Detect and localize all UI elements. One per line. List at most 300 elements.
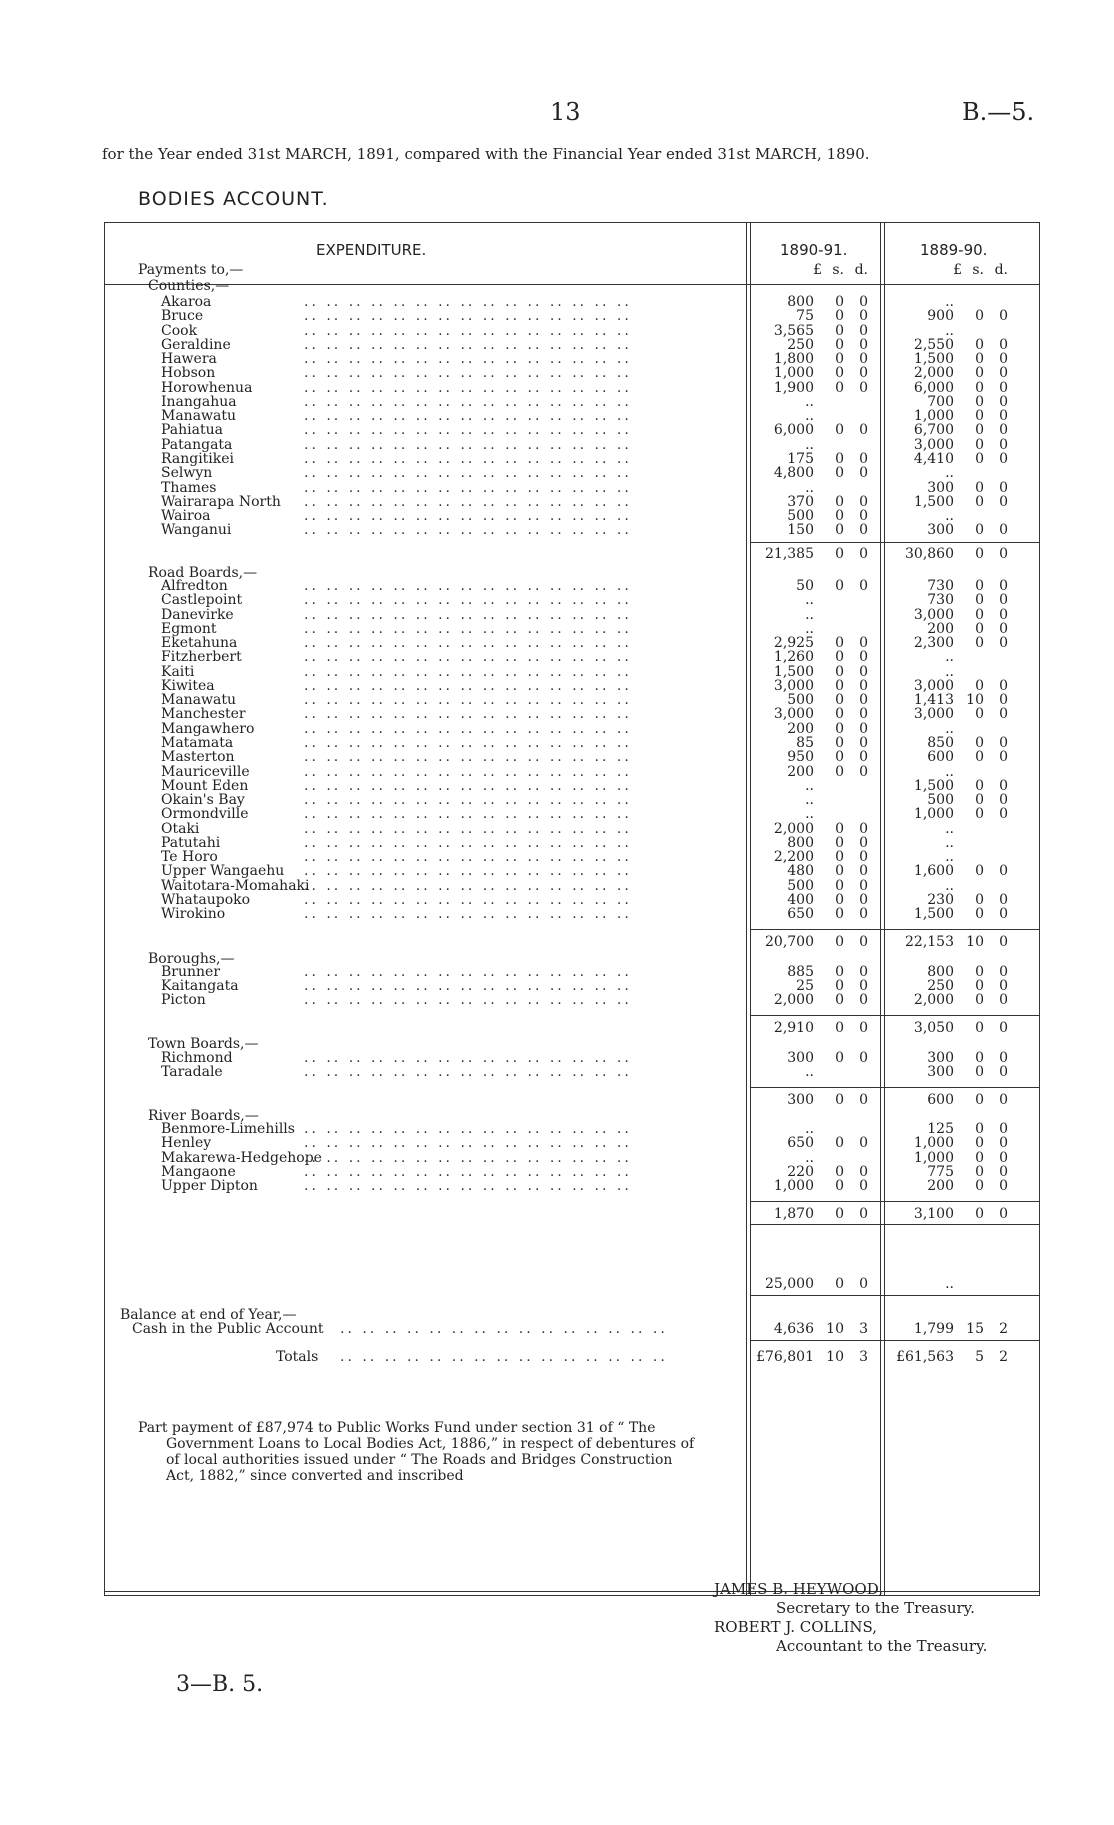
shillings-value: 10 — [826, 1349, 844, 1365]
pounds-value: .. — [805, 806, 814, 822]
previous-year-amount — [894, 592, 1014, 608]
pence-value: 0 — [999, 337, 1008, 353]
subtotal-rule — [750, 1087, 1040, 1088]
pounds-value: 200 — [927, 621, 954, 637]
leader-dots: .. .. .. .. .. .. .. .. .. .. .. .. .. .. .. — [304, 764, 632, 780]
public-works-line: Act, 1882,” since converted and inscribed — [166, 1468, 464, 1484]
section-title: BODIES ACCOUNT. — [138, 188, 329, 210]
shillings-value: 5 — [975, 1349, 984, 1365]
table-row — [104, 522, 1040, 538]
body-name: Henley — [161, 1135, 212, 1151]
pounds-value: 3,000 — [913, 678, 954, 694]
shillings-value: 0 — [975, 337, 984, 353]
pounds-value: .. — [945, 1276, 954, 1292]
pounds-value: 3,000 — [913, 437, 954, 453]
pounds-value: .. — [805, 408, 814, 424]
shillings-value: 0 — [975, 1150, 984, 1166]
current-year-amount — [754, 806, 874, 822]
shillings-value: 0 — [835, 735, 844, 751]
shillings-value: 0 — [835, 764, 844, 780]
shillings-value: 0 — [975, 992, 984, 1008]
body-name: Egmont — [161, 621, 217, 637]
previous-year-amount — [894, 1276, 1014, 1292]
pounds-value: .. — [805, 437, 814, 453]
leader-dots: .. .. .. .. .. .. .. .. .. .. .. .. .. .. .. — [304, 1164, 632, 1180]
shillings-value: 0 — [975, 422, 984, 438]
previous-year-amount — [894, 365, 1014, 381]
shillings-value: 0 — [975, 792, 984, 808]
pence-value: 0 — [999, 934, 1008, 950]
pounds-value: 2,000 — [773, 992, 814, 1008]
previous-year-amount — [894, 422, 1014, 438]
pence-value: 0 — [999, 451, 1008, 467]
pence-value: 0 — [999, 978, 1008, 994]
pence-value: 0 — [999, 494, 1008, 510]
leader-dots: .. .. .. .. .. .. .. .. .. .. .. .. .. .. .. — [304, 906, 632, 922]
shillings-value: 0 — [835, 294, 844, 310]
pounds-value: 30,860 — [905, 546, 954, 562]
shillings-value: 0 — [975, 978, 984, 994]
pence-value: 0 — [999, 621, 1008, 637]
shillings-value: 10 — [966, 934, 984, 950]
pence-value: 0 — [999, 1150, 1008, 1166]
body-name: Fitzherbert — [161, 649, 242, 665]
leader-dots: .. .. .. .. .. .. .. .. .. .. .. .. .. .. .. — [304, 451, 632, 467]
current-year-amount — [754, 863, 874, 879]
shillings-value: 0 — [835, 849, 844, 865]
shillings-value: 0 — [835, 635, 844, 651]
pounds-value: 125 — [927, 1121, 954, 1137]
current-year-header: 1890-91. — [780, 241, 848, 259]
shillings-value: 0 — [835, 494, 844, 510]
body-name: Manawatu — [161, 408, 237, 424]
leader-dots: .. .. .. .. .. .. .. .. .. .. .. .. .. .. .. — [304, 351, 632, 367]
pence-value: 0 — [859, 863, 868, 879]
pence-value: 0 — [859, 692, 868, 708]
shillings-value: 0 — [975, 351, 984, 367]
current-year-amount — [754, 1092, 874, 1108]
previous-year-amount — [894, 649, 1014, 665]
public-works-row — [104, 1276, 1040, 1292]
previous-year-amount — [894, 749, 1014, 765]
pounds-value: 480 — [787, 863, 814, 879]
table-row — [104, 465, 1040, 481]
shilling-symbol: s. — [972, 262, 984, 278]
shillings-value: 0 — [835, 1050, 844, 1066]
shillings-value: 0 — [975, 635, 984, 651]
leader-dots: .. .. .. .. .. .. .. .. .. .. .. .. .. .. .. — [340, 1321, 668, 1337]
body-name: Wanganui — [161, 522, 232, 538]
body-name: Mount Eden — [161, 778, 249, 794]
current-year-amount — [754, 1020, 874, 1036]
pounds-value: .. — [945, 508, 954, 524]
public-works-paragraph — [138, 1420, 748, 1484]
leader-dots: .. .. .. .. .. .. .. .. .. .. .. .. .. .. .. — [304, 735, 632, 751]
previous-year-amount — [894, 1178, 1014, 1194]
group-heading-row — [104, 278, 1040, 294]
shillings-value: 0 — [975, 607, 984, 623]
shillings-value: 0 — [835, 1092, 844, 1108]
pounds-value: 175 — [787, 451, 814, 467]
body-name: Cook — [161, 323, 198, 339]
leader-dots: .. .. .. .. .. .. .. .. .. .. .. .. .. .. .. — [304, 1135, 632, 1151]
pounds-value: 25 — [796, 978, 814, 994]
pounds-value: 2,550 — [913, 337, 954, 353]
current-year-amount — [754, 992, 874, 1008]
previous-year-amount — [894, 706, 1014, 722]
pence-value: 0 — [859, 308, 868, 324]
shillings-value: 0 — [835, 835, 844, 851]
pence-value: 0 — [859, 546, 868, 562]
shillings-value: 0 — [835, 351, 844, 367]
shillings-value: 0 — [975, 1206, 984, 1222]
table-row — [104, 308, 1040, 324]
pounds-value: 200 — [787, 721, 814, 737]
pence-value: 0 — [859, 1092, 868, 1108]
table-row — [104, 365, 1040, 381]
shillings-value: 0 — [835, 365, 844, 381]
pounds-value: 85 — [796, 735, 814, 751]
pounds-value: 150 — [787, 522, 814, 538]
pence-value: 0 — [859, 1178, 868, 1194]
pounds-value: 1,000 — [913, 408, 954, 424]
pounds-value: 2,925 — [773, 635, 814, 651]
current-year-amount — [754, 649, 874, 665]
pounds-value: .. — [945, 649, 954, 665]
current-year-amount — [754, 422, 874, 438]
pence-value: 2 — [999, 1349, 1008, 1365]
pounds-value: 250 — [787, 337, 814, 353]
pence-value: 0 — [859, 494, 868, 510]
previous-year-amount — [894, 546, 1014, 562]
pence-value: 0 — [859, 451, 868, 467]
pence-value: 0 — [999, 1092, 1008, 1108]
table-row — [104, 863, 1040, 879]
pence-value: 0 — [859, 422, 868, 438]
pounds-value: .. — [945, 849, 954, 865]
previous-year-amount — [894, 1020, 1014, 1036]
pence-value: 0 — [859, 1206, 868, 1222]
shillings-value: 0 — [975, 1164, 984, 1180]
shillings-value: 0 — [835, 906, 844, 922]
shillings-value: 0 — [835, 964, 844, 980]
previous-year-amount — [894, 1135, 1014, 1151]
pounds-value: 1,799 — [913, 1321, 954, 1337]
shillings-value: 0 — [835, 992, 844, 1008]
table-row — [104, 706, 1040, 722]
pound-symbol: £ — [953, 262, 962, 278]
shillings-value: 0 — [835, 978, 844, 994]
shillings-value: 10 — [826, 1321, 844, 1337]
pence-value: 0 — [859, 821, 868, 837]
pence-value: 0 — [999, 1020, 1008, 1036]
pence-value: 0 — [859, 508, 868, 524]
leader-dots: .. .. .. .. .. .. .. .. .. .. .. .. .. .. .. — [304, 992, 632, 1008]
totals-label: Totals — [276, 1349, 319, 1365]
previous-year-amount — [894, 1064, 1014, 1080]
pounds-value: 2,000 — [913, 365, 954, 381]
body-name: Wirokino — [161, 906, 226, 922]
leader-dots: .. .. .. .. .. .. .. .. .. .. .. .. .. .. .. — [304, 621, 632, 637]
pound-symbol: £ — [813, 262, 822, 278]
pounds-value: 21,385 — [765, 546, 814, 562]
current-year-amount — [754, 592, 874, 608]
leader-dots: .. .. .. .. .. .. .. .. .. .. .. .. .. .. .. — [304, 678, 632, 694]
pounds-value: 1,800 — [773, 351, 814, 367]
pence-value: 0 — [999, 1064, 1008, 1080]
previous-year-amount — [894, 522, 1014, 538]
pence-value: 0 — [999, 1206, 1008, 1222]
pounds-value: 3,050 — [913, 1020, 954, 1036]
shillings-value: 0 — [835, 878, 844, 894]
pence-value: 0 — [999, 1121, 1008, 1137]
subtotal-rule — [750, 1224, 1040, 1225]
shillings-value: 0 — [975, 1135, 984, 1151]
pounds-value: 300 — [927, 1050, 954, 1066]
leader-dots: .. .. .. .. .. .. .. .. .. .. .. .. .. .. .. — [304, 522, 632, 538]
pounds-value: 1,000 — [913, 806, 954, 822]
body-name: Pahiatua — [161, 422, 223, 438]
body-name: Upper Dipton — [161, 1178, 258, 1194]
leader-dots: .. .. .. .. .. .. .. .. .. .. .. .. .. .. .. — [304, 1178, 632, 1194]
shillings-value: 0 — [975, 806, 984, 822]
pounds-value: 230 — [927, 892, 954, 908]
pence-value: 0 — [859, 1135, 868, 1151]
leader-dots: .. .. .. .. .. .. .. .. .. .. .. .. .. .. .. — [304, 394, 632, 410]
leader-dots: .. .. .. .. .. .. .. .. .. .. .. .. .. .. .. — [304, 437, 632, 453]
shillings-value: 0 — [975, 546, 984, 562]
shillings-value: 0 — [835, 1020, 844, 1036]
previous-year-amount — [894, 806, 1014, 822]
pence-value: 0 — [999, 422, 1008, 438]
pounds-value: 4,800 — [773, 465, 814, 481]
pence-value: 0 — [859, 906, 868, 922]
page-footer: 3—B. 5. — [176, 1672, 264, 1697]
pence-value: 0 — [999, 863, 1008, 879]
pence-value: 0 — [859, 1276, 868, 1292]
subtotal-row — [104, 1020, 1040, 1036]
pounds-value: 370 — [787, 494, 814, 510]
pounds-value: 500 — [927, 792, 954, 808]
shillings-value: 0 — [835, 1206, 844, 1222]
current-year-amount — [754, 1064, 874, 1080]
pence-value: 0 — [859, 892, 868, 908]
body-name: Eketahuna — [161, 635, 238, 651]
pounds-value: .. — [945, 323, 954, 339]
pounds-value: 500 — [787, 692, 814, 708]
leader-dots: .. .. .. .. .. .. .. .. .. .. .. .. .. .. .. — [304, 323, 632, 339]
leader-dots: .. .. .. .. .. .. .. .. .. .. .. .. .. .. .. — [304, 721, 632, 737]
current-year-amount — [754, 1349, 874, 1365]
pence-value: 0 — [859, 1050, 868, 1066]
pence-value: 3 — [859, 1321, 868, 1337]
body-name: Manawatu — [161, 692, 237, 708]
pounds-value: 650 — [787, 906, 814, 922]
pence-value: 0 — [859, 835, 868, 851]
table-row — [104, 806, 1040, 822]
subtotal-rule — [750, 542, 1040, 543]
pounds-value: 2,300 — [913, 635, 954, 651]
pounds-value: 2,000 — [773, 821, 814, 837]
shillings-value: 0 — [835, 706, 844, 722]
previous-year-amount — [894, 1092, 1014, 1108]
table-bottom-rule-double — [104, 1595, 1040, 1596]
shillings-value: 0 — [835, 678, 844, 694]
subtotal-rule — [750, 929, 1040, 930]
pounds-value: 2,000 — [913, 992, 954, 1008]
body-name: Akaroa — [161, 294, 212, 310]
shillings-value: 0 — [835, 508, 844, 524]
pounds-value: 300 — [927, 522, 954, 538]
current-year-amount — [754, 308, 874, 324]
pounds-value: 650 — [787, 1135, 814, 1151]
current-year-amount — [754, 1321, 874, 1337]
group-heading: Town Boards,— — [148, 1036, 259, 1052]
current-year-amount — [754, 749, 874, 765]
shillings-value: 0 — [835, 1164, 844, 1180]
shillings-value: 0 — [835, 721, 844, 737]
subtotal-rule — [750, 1015, 1040, 1016]
pence-value: 0 — [999, 365, 1008, 381]
current-year-amount — [754, 522, 874, 538]
leader-dots: .. .. .. .. .. .. .. .. .. .. .. .. .. .. .. — [304, 978, 632, 994]
pounds-value: 600 — [927, 1092, 954, 1108]
body-name: Patutahi — [161, 835, 221, 851]
pounds-value: .. — [945, 821, 954, 837]
pence-value: 0 — [999, 607, 1008, 623]
leader-dots: .. .. .. .. .. .. .. .. .. .. .. .. .. .. .. — [304, 592, 632, 608]
leader-dots: .. .. .. .. .. .. .. .. .. .. .. .. .. .. .. — [304, 649, 632, 665]
pounds-value: 3,000 — [773, 706, 814, 722]
table-bottom-rule — [104, 1591, 1040, 1592]
leader-dots: .. .. .. .. .. .. .. .. .. .. .. .. .. .. .. — [304, 749, 632, 765]
pence-value: 0 — [999, 692, 1008, 708]
body-name: Waitotara-Momahaki — [161, 878, 310, 894]
pounds-value: 1,500 — [913, 351, 954, 367]
shillings-value: 0 — [835, 578, 844, 594]
shillings-value: 0 — [835, 465, 844, 481]
pence-value: 0 — [859, 764, 868, 780]
balance-heading: Balance at end of Year,— — [120, 1307, 297, 1323]
public-works-line: Government Loans to Local Bodies Act, 1886,” in respect of debentures of — [166, 1436, 695, 1452]
pounds-value: 6,700 — [913, 422, 954, 438]
pounds-value: 800 — [927, 964, 954, 980]
body-name: Thames — [161, 480, 217, 496]
pence-value: 0 — [859, 849, 868, 865]
balance-row — [104, 1321, 1040, 1337]
expenditure-table — [104, 222, 1040, 1603]
pounds-value: .. — [945, 294, 954, 310]
shillings-value: 0 — [975, 365, 984, 381]
pence-value: 0 — [859, 678, 868, 694]
signatory-name: JAMES B. HEYWOOD, — [714, 1580, 883, 1598]
pence-value: 0 — [859, 465, 868, 481]
pounds-value: 4,410 — [913, 451, 954, 467]
shillings-value: 0 — [975, 437, 984, 453]
pence-value: 0 — [859, 735, 868, 751]
pence-value: 0 — [999, 408, 1008, 424]
pounds-value: 900 — [927, 308, 954, 324]
pence-value: 0 — [999, 1164, 1008, 1180]
table-row — [104, 906, 1040, 922]
pence-value: 0 — [859, 664, 868, 680]
shillings-value: 0 — [835, 1178, 844, 1194]
pounds-value: 200 — [927, 1178, 954, 1194]
pounds-value: 700 — [927, 394, 954, 410]
pounds-value: 400 — [787, 892, 814, 908]
body-name: Danevirke — [161, 607, 234, 623]
pence-value: 0 — [999, 749, 1008, 765]
shillings-value: 0 — [975, 408, 984, 424]
pence-value: 0 — [859, 978, 868, 994]
pounds-value: 1,260 — [773, 649, 814, 665]
leader-dots: .. .. .. .. .. .. .. .. .. .. .. .. .. .. .. — [304, 835, 632, 851]
pounds-value: 220 — [787, 1164, 814, 1180]
shillings-value: 0 — [975, 1050, 984, 1066]
leader-dots: .. .. .. .. .. .. .. .. .. .. .. .. .. .. .. — [304, 465, 632, 481]
pounds-value: .. — [805, 621, 814, 637]
pence-symbol: d. — [994, 262, 1008, 278]
pounds-value: 200 — [787, 764, 814, 780]
shillings-value: 0 — [835, 821, 844, 837]
pence-value: 0 — [999, 308, 1008, 324]
pence-value: 0 — [999, 480, 1008, 496]
pounds-value: 730 — [927, 592, 954, 608]
group-heading: River Boards,— — [148, 1108, 259, 1124]
pounds-value: 300 — [787, 1050, 814, 1066]
shillings-value: 15 — [966, 1321, 984, 1337]
pence-value: 2 — [999, 1321, 1008, 1337]
shillings-value: 0 — [975, 892, 984, 908]
pence-value: 0 — [859, 337, 868, 353]
report-subtitle: for the Year ended 31st MARCH, 1891, compared with the Financial Year ended 31st MARCH, 1890. — [102, 145, 870, 163]
body-name: Richmond — [161, 1050, 233, 1066]
shillings-value: 0 — [975, 451, 984, 467]
pounds-value: 800 — [787, 294, 814, 310]
shillings-value: 0 — [975, 749, 984, 765]
body-name: Bruce — [161, 308, 204, 324]
leader-dots: .. .. .. .. .. .. .. .. .. .. .. .. .. .. .. — [304, 1050, 632, 1066]
shillings-value: 0 — [835, 692, 844, 708]
shillings-value: 0 — [835, 380, 844, 396]
pounds-value: 3,565 — [773, 323, 814, 339]
shillings-value: 0 — [975, 1121, 984, 1137]
body-name: Upper Wangaehu — [161, 863, 285, 879]
leader-dots: .. .. .. .. .. .. .. .. .. .. .. .. .. .. .. — [304, 778, 632, 794]
previous-year-amount — [894, 1206, 1014, 1222]
table-row — [104, 1135, 1040, 1151]
subtotal-row — [104, 1092, 1040, 1108]
pounds-value: 3,000 — [913, 706, 954, 722]
shillings-value: 0 — [835, 308, 844, 324]
leader-dots: .. .. .. .. .. .. .. .. .. .. .. .. .. .. .. — [304, 863, 632, 879]
body-name: Makarewa-Hedgehope — [161, 1150, 322, 1166]
shilling-symbol: s. — [832, 262, 844, 278]
pounds-value: 1,500 — [913, 906, 954, 922]
pence-value: 0 — [999, 964, 1008, 980]
pence-value: 0 — [999, 394, 1008, 410]
shillings-value: 0 — [975, 480, 984, 496]
shillings-value: 0 — [835, 934, 844, 950]
pence-value: 0 — [859, 1164, 868, 1180]
pounds-value: 1,500 — [913, 494, 954, 510]
pence-value: 0 — [859, 964, 868, 980]
pounds-value: 600 — [927, 749, 954, 765]
pence-value: 0 — [859, 992, 868, 1008]
pounds-value: 850 — [927, 735, 954, 751]
leader-dots: .. .. .. .. .. .. .. .. .. .. .. .. .. .. .. — [304, 422, 632, 438]
shillings-value: 0 — [975, 1020, 984, 1036]
